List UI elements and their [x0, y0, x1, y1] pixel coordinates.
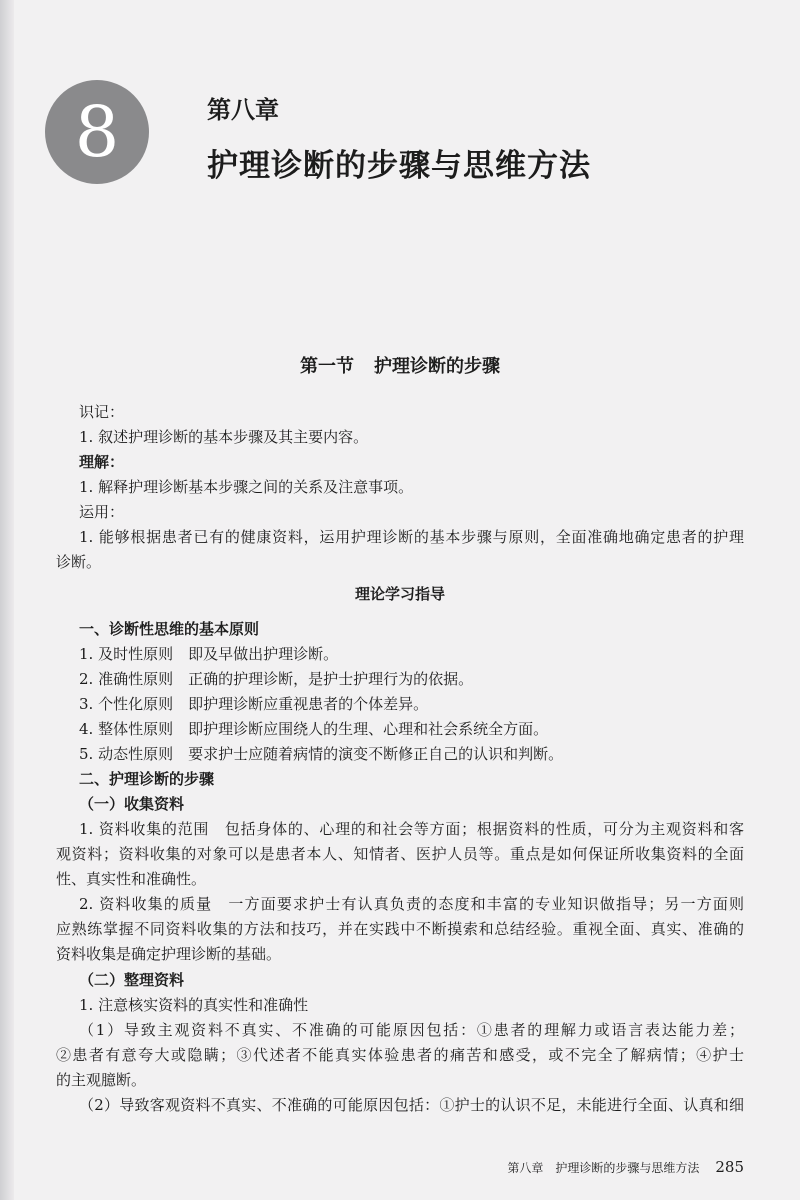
running-title: 第八章 护理诊断的步骤与思维方法	[507, 1161, 700, 1175]
apply-item-1-line-2: 诊断。	[56, 553, 102, 571]
collect-quality-line-1: 2. 资料收集的质量 一方面要求护士有认真负责的态度和丰富的专业知识做指导；另一方面则	[79, 895, 744, 913]
recall-item-1: 1. 叙述护理诊断的基本步骤及其主要内容。	[79, 428, 369, 446]
section-number: 第一节	[300, 356, 354, 377]
apply-item-1-line-1: 1. 能够根据患者已有的健康资料，运用护理诊断的基本步骤与原则，全面准确地确定患者的护理	[79, 528, 744, 546]
section-name: 护理诊断的步骤	[374, 356, 500, 377]
chapter-number: 8	[74, 91, 120, 173]
organize-data-heading: （二）整理资料	[79, 971, 185, 989]
guide-heading: 理论学习指导	[354, 585, 445, 603]
collect-scope-line-1: 1. 资料收集的范围 包括身体的、心理的和社会等方面；根据资料的性质，可分为主观资料和客	[79, 820, 744, 838]
page-binding-shadow	[0, 0, 14, 1200]
collect-quality-line-2: 应熟练掌握不同资料收集的方法和技巧，并在实践中不断摸索和总结经验。重视全面、真实、准确的	[56, 920, 744, 938]
collect-scope-line-3: 性、真实性和准确性。	[56, 870, 207, 888]
objective-reasons-line-1: （2）导致客观资料不真实、不准确的可能原因包括：①护士的认识不足，未能进行全面、认真和细	[79, 1096, 744, 1114]
apply-heading: 运用：	[79, 503, 125, 521]
chapter-number-badge	[45, 80, 149, 184]
page-footer	[507, 1158, 744, 1176]
principle-4: 4. 整体性原则 即护理诊断应围绕人的生理、心理和社会系统全方面。	[79, 720, 549, 738]
recall-heading: 识记：	[79, 403, 125, 421]
principle-5: 5. 动态性原则 要求护士应随着病情的演变不断修正自己的认识和判断。	[79, 745, 564, 763]
steps-heading: 二、护理诊断的步骤	[79, 770, 215, 788]
chapter-title: 护理诊断的步骤与思维方法	[207, 148, 591, 184]
subjective-reasons-line-2: ②患者有意夸大或隐瞒；③代述者不能真实体验患者的痛苦和感受，或不完全了解病情；④护士	[56, 1046, 744, 1064]
principle-2: 2. 准确性原则 正确的护理诊断，是护士护理行为的依据。	[79, 670, 474, 688]
collect-quality-line-3: 资料收集是确定护理诊断的基础。	[56, 945, 282, 963]
page-number: 285	[715, 1158, 744, 1176]
chapter-label: 第八章	[207, 95, 279, 124]
principle-1: 1. 及时性原则 即及早做出护理诊断。	[79, 645, 339, 663]
principles-heading: 一、诊断性思维的基本原则	[79, 620, 260, 638]
verify-data-item: 1. 注意核实资料的真实性和准确性	[79, 996, 309, 1014]
understand-item-1: 1. 解释护理诊断基本步骤之间的关系及注意事项。	[79, 478, 414, 496]
collect-scope-line-2: 观资料；资料收集的对象可以是患者本人、知情者、医护人员等。重点是如何保证所收集资料的全面	[56, 845, 744, 863]
collect-data-heading: （一）收集资料	[79, 795, 185, 813]
principle-3: 3. 个性化原则 即护理诊断应重视患者的个体差异。	[79, 695, 429, 713]
section-title	[0, 352, 800, 378]
subjective-reasons-line-3: 的主观臆断。	[56, 1071, 147, 1089]
subjective-reasons-line-1: （1）导致主观资料不真实、不准确的可能原因包括：①患者的理解力或语言表达能力差；	[79, 1021, 744, 1039]
understand-heading: 理解：	[79, 453, 125, 471]
